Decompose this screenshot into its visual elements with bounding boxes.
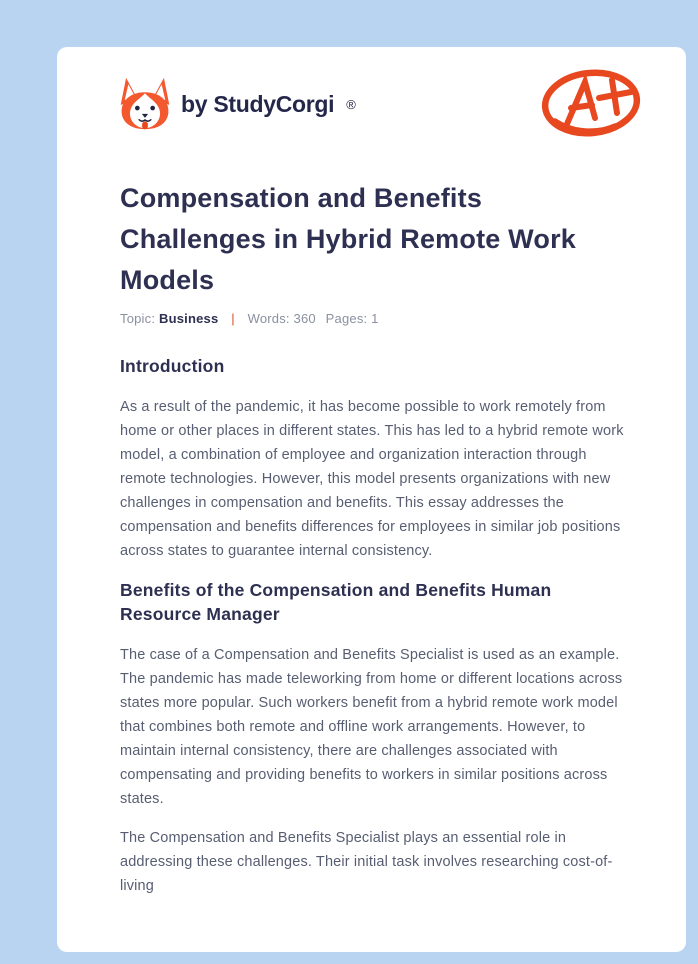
document-content [120,178,628,913]
registered-trademark-icon: ® [346,96,356,112]
topic-label: Topic: [120,311,156,326]
corgi-logo-icon [118,76,172,132]
section-benefits [120,578,628,898]
pages-count: Pages: 1 [325,311,379,326]
section-heading: Benefits of the Compensation and Benefits Human Resource Manager [120,580,552,624]
topic-value: Business [158,311,219,326]
paragraph: The Compensation and Benefits Specialist plays an essential role in addressing these challenges. Their initial task involves researching cost-of-living [120,830,613,894]
document-card [57,47,686,952]
meta-separator: | [231,311,235,326]
words-count: Words: 360 [247,311,316,326]
brand-name: by StudyCorgi [181,91,335,117]
section-introduction [120,354,628,563]
paragraph: The case of a Compensation and Benefits Specialist is used as an example. The pandemic has made teleworking from home or different locations across states more popular. Such workers benefit from a hybrid remote work model that combines both remote and offline work arrangements. However, to maintain internal consistency, there are challenges associated with compensating and providing benefits to workers in similar positions across states. [120,647,623,807]
studycorgi-brand-link[interactable] [118,76,356,132]
section-heading: Introduction [120,356,225,376]
a-plus-grade-icon [539,67,643,139]
document-meta [120,311,628,326]
paragraph: As a result of the pandemic, it has become possible to work remotely from home or other places in different states. This has led to a hybrid remote work model, a combination of employee and organization interaction through remote technologies. However, this model presents organizations with new challenges in compensation and benefits. This essay addresses the compensation and benefits differences for employees in similar job positions across states to guarantee internal consistency. [120,399,624,559]
page-title: Compensation and Benefits Challenges in Hybrid Remote Work Models [120,183,576,295]
